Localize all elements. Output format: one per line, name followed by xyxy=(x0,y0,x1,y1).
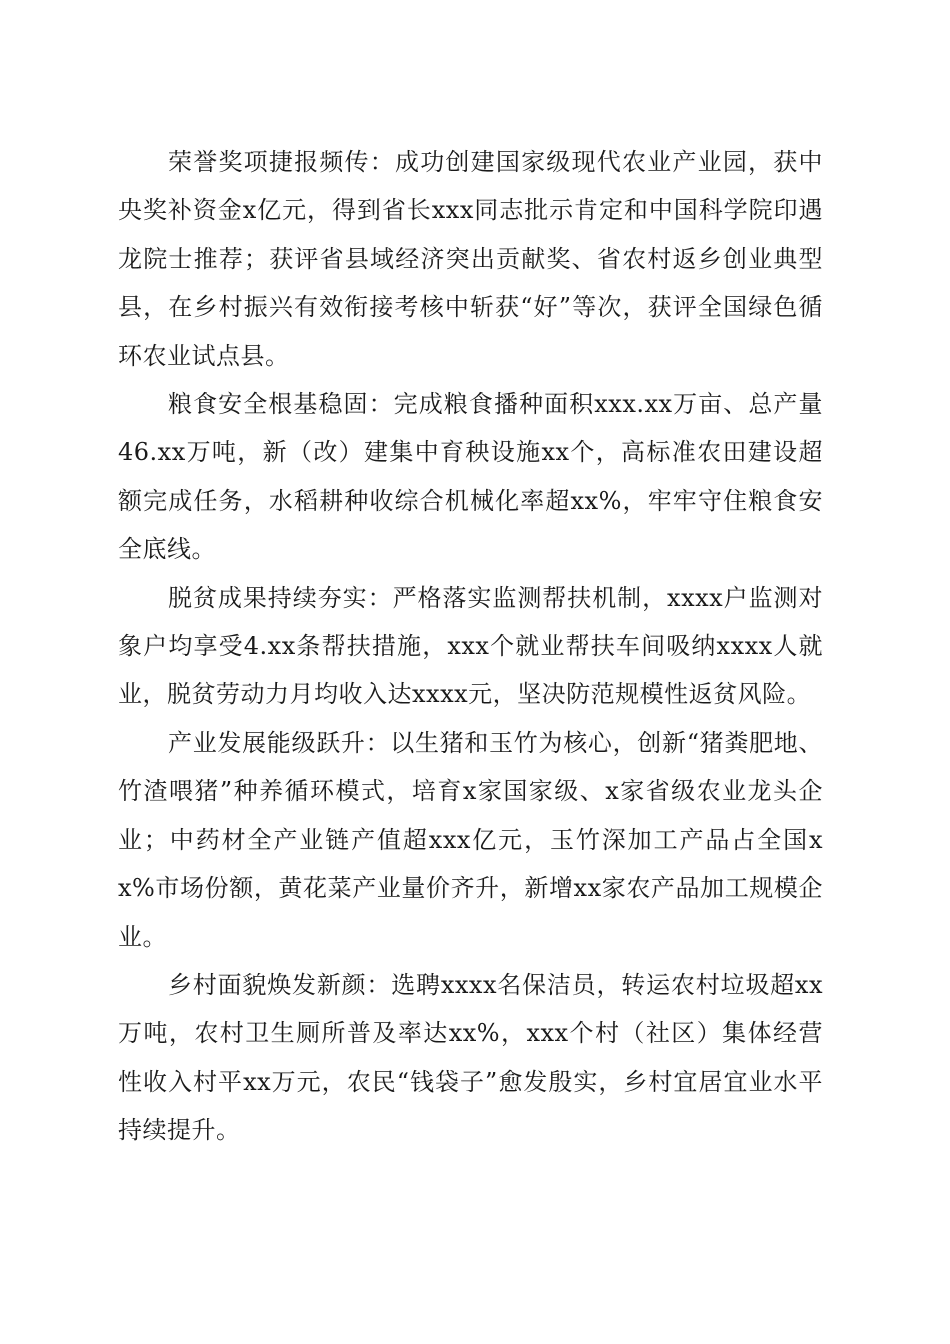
paragraph-rural-appearance: 乡村面貌焕发新颜：选聘xxxx名保洁员，转运农村垃圾超xx万吨，农村卫生厕所普及率达xx%，xxx个村（社区）集体经营性收入村平xx万元，农民“钱袋子”愈发殷实，乡村宜居宜业水平持续提升。 xyxy=(118,970,823,1145)
paragraph-grain-security: 粮食安全根基稳固：完成粮食播种面积xxx.xx万亩、总产量46.xx万吨，新（改）建集中育秧设施xx个，高标准农田建设超额完成任务，水稻耕种收综合机械化率超xx%，牢牢守住粮食安全底线。 xyxy=(118,390,823,564)
paragraph-poverty-alleviation: 脱贫成果持续夯实：严格落实监测帮扶机制，xxxx户监测对象户均享受4.xx条帮扶措施，xxx个就业帮扶车间吸纳xxxx人就业，脱贫劳动力月均收入达xxxx元，坚决防范规模性返贫风险。 xyxy=(118,583,823,709)
document-body xyxy=(118,138,823,1155)
paragraph-honors: 荣誉奖项捷报频传：成功创建国家级现代农业产业园，获中央奖补资金x亿元，得到省长xxx同志批示肯定和中国科学院印遇龙院士推荐；获评省县域经济突出贡献奖、省农村返乡创业典型县，在乡村振兴有效衔接考核中斩获“好”等次，获评全国绿色循环农业试点县。 xyxy=(118,148,823,370)
paragraph-industry-development: 产业发展能级跃升：以生猪和玉竹为核心，创新“猪粪肥地、竹渣喂猪”种养循环模式，培育x家国家级、x家省级农业龙头企业；中药材全产业链产值超xxx亿元，玉竹深加工产品占全国xx%市场份额，黄花菜产业量价齐升，新增xx家农产品加工规模企业。 xyxy=(118,728,823,951)
